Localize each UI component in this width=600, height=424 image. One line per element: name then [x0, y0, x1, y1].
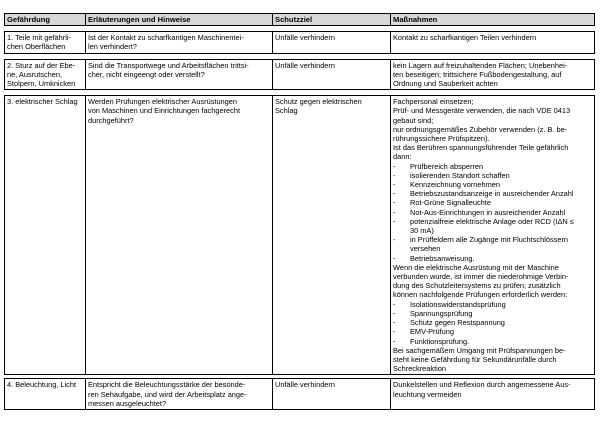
massnahmen-cell: [391, 96, 594, 374]
schutzziel-cell: [273, 60, 391, 90]
list-item: [393, 327, 592, 336]
text-line: Werden Prüfungen elektrischer Ausrüstungen: [88, 97, 237, 107]
table-row: [4, 59, 595, 91]
text-line: - Not-Aus-Einrichtungen in ausreichender Anzahl: [410, 207, 566, 217]
list-item: [393, 318, 592, 327]
text-line: - Funktionsprüfung.: [410, 336, 470, 346]
gefaehrdung-cell: [5, 32, 86, 52]
text-line: dung des Schutzleitersystems zu prüfen; zusätzlich: [393, 281, 561, 291]
list-item: [393, 254, 592, 263]
text-line: Ist das Berühren spannungsführender Teile gefährlich: [393, 143, 569, 153]
measures-list-tests: [393, 300, 592, 346]
text-line: Bei sachgemäßem Umgang mit Prüfspannungen be-: [393, 345, 566, 355]
text-line: Unfälle verhindern: [275, 33, 335, 43]
text-line: Schutz gegen elektrischen: [275, 97, 362, 107]
text-line: Sind die Transportwege und Arbeitsflächen trittsi-: [88, 60, 249, 70]
text-line: versehen: [410, 244, 441, 254]
hinweise-cell: [86, 60, 273, 90]
text-line: - potenzialfreie elektrische Anlage oder RCD (IΔN ≤: [410, 216, 574, 226]
list-item: [393, 198, 592, 207]
text-line: Ordnung und Sauberkeit achten: [393, 79, 498, 89]
text-line: durchgeführt?: [88, 115, 134, 125]
list-item: [393, 235, 592, 253]
text-line: - EMV-Prüfung: [410, 327, 454, 337]
text-line: Fachpersonal einsetzen;: [393, 97, 474, 107]
text-line: cher, nicht eingeengt oder verstellt?: [88, 69, 205, 79]
text-line: - in Prüffeldern alle Zugänge mit Fluchtschlössern: [410, 235, 569, 245]
text-line: 1. Teile mit gefährli-: [7, 33, 71, 43]
gefaehrdung-cell: [5, 60, 86, 90]
hazard-table: [4, 13, 595, 410]
measures-list-precautions: [393, 162, 592, 263]
hinweise-cell: [86, 379, 273, 409]
text-line: - Isolationswiderstandsprüfung: [410, 299, 506, 309]
text-line: können nachfolgende Prüfungen erforderlich werden:: [393, 290, 568, 300]
text-line: - isolierenden Standort schaffen: [410, 170, 510, 180]
text-line: - Betriebsanweisung.: [410, 253, 475, 263]
list-item: [393, 180, 592, 189]
text-line: Unfälle verhindern: [275, 60, 335, 70]
text-line: ten beseitigen; trittsichere Fußbodengestaltung, auf: [393, 69, 562, 79]
text-line: - Rot-Grüne Signalleuchte: [410, 198, 491, 208]
text-line: Wenn die elektrische Ausrüstung mit der Maschine: [393, 262, 559, 272]
list-item: [393, 189, 592, 198]
list-item: [393, 217, 592, 235]
text-line: messen ausgeleuchtet?: [88, 398, 167, 408]
list-item: [393, 309, 592, 318]
text-line: rührungssichere Prüfspitzen).: [393, 134, 490, 144]
text-line: ne, Ausrutschen,: [7, 69, 63, 79]
massnahmen-cell: [391, 60, 594, 90]
text-line: leuchtung vermeiden: [393, 389, 462, 399]
text-line: Ist der Kontakt zu scharfkantigen Maschinentei-: [88, 33, 244, 43]
text-line: Dunkelstellen und Reflexion durch angemessene Aus-: [393, 380, 571, 390]
text-line: Prüf- und Messgeräte verwenden, die nach VDE 0413: [393, 106, 571, 116]
table-row: [4, 31, 595, 53]
text-line: len verhindert?: [88, 42, 137, 52]
text-line: - Betriebszustandsanzeige in ausreichender Anzahl: [410, 189, 574, 199]
massnahmen-cell: [391, 32, 594, 52]
list-item: [393, 300, 592, 309]
text-line: steht keine Gefährdung für Sekundärunfälle durch: [393, 354, 557, 364]
schutzziel-cell: [273, 96, 391, 374]
schutzziel-cell: [273, 379, 391, 409]
schutzziel-cell: [273, 32, 391, 52]
text-line: dann:: [393, 152, 412, 162]
gefaehrdung-cell: [5, 96, 86, 374]
text-line: Schreckreaktion: [393, 364, 446, 374]
text-line: Unfälle verhindern: [275, 380, 335, 390]
hinweise-cell: [86, 32, 273, 52]
text-line: kein Lagern auf freizuhaltenden Flächen; Unebenhei-: [393, 60, 568, 70]
text-line: Stolpern, Umknicken: [7, 79, 76, 89]
text-line: ren Sehaufgabe, und wird der Arbeitsplatz ange-: [88, 389, 247, 399]
text-line: Schlag: [275, 106, 298, 116]
table-header-row: [4, 13, 595, 26]
list-item: [393, 171, 592, 180]
text-line: nur ordnungsgemäßes Zubehör verwenden (z. B. be-: [393, 124, 568, 134]
table-row: [4, 95, 595, 375]
header-massnahmen: Maßnahmen: [393, 15, 438, 24]
text-line: Entspricht die Beleuchtungsstärke der besonde-: [88, 380, 246, 390]
text-line: - Schutz gegen Restspannung: [410, 318, 505, 328]
text-line: 2. Sturz auf der Ebe-: [7, 60, 76, 70]
list-item: [393, 162, 592, 171]
massnahmen-cell: [391, 379, 594, 409]
text-line: 3. elektrischer Schlag: [7, 97, 78, 107]
header-hinweise: Erläuterungen und Hinweise: [86, 14, 273, 25]
text-line: verbunden wurde, ist immer die niederohmige Verbin-: [393, 272, 569, 282]
hinweise-cell: [86, 96, 273, 374]
text-line: 4. Beleuchtung, Licht: [7, 380, 77, 390]
text-line: von Maschinen und Einrichtungen fachgerecht: [88, 106, 241, 116]
header-gefaehrdung: Gefährdung: [5, 14, 86, 25]
list-item: [393, 208, 592, 217]
list-item: [393, 337, 592, 346]
text-line: gebaut sind;: [393, 115, 434, 125]
header-schutzziel: Schutzziel: [273, 14, 391, 25]
text-line: - Spannungsprüfung: [410, 308, 473, 318]
text-line: Kontakt zu scharfkantigen Teilen verhindern: [393, 33, 537, 43]
gefaehrdung-cell: [5, 379, 86, 409]
text-line: 30 mA): [410, 226, 434, 236]
table-row: [4, 378, 595, 410]
text-line: - Kennzeichnung vornehmen: [410, 180, 500, 190]
text-line: - Prüfbereich absperren: [410, 161, 484, 171]
text-line: chen Oberflächen: [7, 42, 66, 52]
